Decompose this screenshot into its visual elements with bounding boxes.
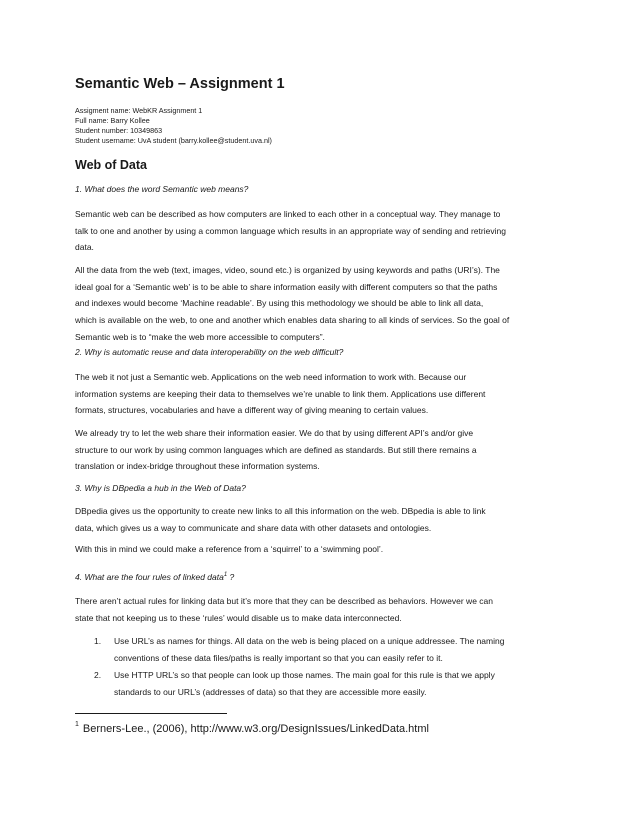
paragraph-2 xyxy=(75,262,565,345)
paragraph-3 xyxy=(75,369,565,419)
paragraph-line: All the data from the web (text, images, video, sound etc.) is organized by using keywords and paths (URI’s). The xyxy=(75,265,500,275)
meta-student-number: Student number: 10349863 xyxy=(75,126,163,135)
paragraph-line: Semantic web can be described as how computers are linked to each other in a conceptual way. They manage to xyxy=(75,209,501,219)
paragraph-5 xyxy=(75,503,565,536)
paragraph-line: The web it not just a Semantic web. Applications on the web need information to work with. Because our xyxy=(75,372,467,382)
footnote-number: 1 xyxy=(75,721,79,728)
paragraph-line: We already try to let the web share their information easier. We do that by using different API’s and/or give xyxy=(75,428,474,438)
list-line: Use URL’s as names for things. All data on the web is being placed on a unique addressee. The naming xyxy=(114,636,505,646)
list-number: 2. xyxy=(94,670,102,680)
paragraph-line: Semantic web is to “make the web more accessible to computers”. xyxy=(75,331,325,342)
footnote-ref: 1 xyxy=(223,572,228,578)
list-number: 1. xyxy=(94,636,102,646)
question-2: 2. Why is automatic reuse and data interoperability on the web difficult? xyxy=(75,347,344,357)
page-title: Semantic Web – Assignment 1 xyxy=(75,76,285,92)
question-4 xyxy=(75,571,234,583)
list-line: standards to our URL’s (addresses of data) so that they are accessible more easily. xyxy=(114,686,427,697)
list-item xyxy=(94,667,564,700)
paragraph-7 xyxy=(75,593,565,626)
paragraph-line: translation or index-bridge throughout these information systems. xyxy=(75,461,320,472)
list-line: Use HTTP URL’s so that people can look up those names. The main goal for this rule is that we apply xyxy=(114,670,495,680)
list-line: conventions of these data files/paths is really important so that you can easily refer to it. xyxy=(114,652,443,663)
paragraph-line: formats, structures, vocabularies and have a different way of giving meaning to certain values. xyxy=(75,405,429,416)
paragraph-line: data. xyxy=(75,242,94,253)
paragraph-6 xyxy=(75,541,565,558)
paragraph-line: which is available on the web, to one and another which enables data sharing to all kinds of services. So the goal of xyxy=(75,315,510,326)
paragraph-line: data, which gives us a way to communicate and share data with other datasets and ontologies. xyxy=(75,522,432,533)
paragraph-line: There aren’t actual rules for linking data but it’s more that they can be described as behaviors. However we can xyxy=(75,596,493,606)
meta-assignment-name: Assigment name: WebKR Assignment 1 xyxy=(75,106,203,115)
paragraph-line: information systems are keeping their data to themselves we’re unable to link them. Applications use different xyxy=(75,388,486,399)
paragraph-line: talk to one and another by using a common language which results in an appropriate way of sending and retrieving xyxy=(75,225,506,236)
section-heading: Web of Data xyxy=(75,158,147,172)
meta-full-name: Full name: Barry Kollee xyxy=(75,116,150,125)
footnote-divider xyxy=(75,713,227,714)
question-3: 3. Why is DBpedia a hub in the Web of Data? xyxy=(75,483,246,493)
paragraph-line: DBpedia gives us the opportunity to create new links to all this information on the web. DBpedia is able to link xyxy=(75,506,486,516)
question-1: 1. What does the word Semantic web means? xyxy=(75,184,249,194)
paragraph-line: ideal goal for a ‘Semantic web’ is to be able to share information easily with different computers so that the paths xyxy=(75,281,498,292)
meta-student-username: Student username: UvA student (barry.kollee@student.uva.nl) xyxy=(75,136,272,145)
footnote xyxy=(75,721,429,737)
list-item xyxy=(94,633,564,666)
question-4-text: 4. What are the four rules of linked data xyxy=(75,572,224,582)
question-4-end: ? xyxy=(227,572,235,582)
footnote-text: Berners-Lee., (2006), http://www.w3.org/DesignIssues/LinkedData.html xyxy=(82,723,429,735)
paragraph-line: state that not keeping us to these ‘rules’ would disable us to make data interconnected. xyxy=(75,612,402,623)
paragraph-1 xyxy=(75,206,565,256)
paragraph-line: structure to our work by using common languages which are defined as standards. But still there remains a xyxy=(75,444,477,455)
paragraph-line: and indexes would become ‘Machine readable’. By using this methodology we should be able to link all data, xyxy=(75,298,484,309)
paragraph-line: With this in mind we could make a reference from a ‘squirrel’ to a ‘swimming pool’. xyxy=(75,544,384,554)
paragraph-4 xyxy=(75,425,565,475)
